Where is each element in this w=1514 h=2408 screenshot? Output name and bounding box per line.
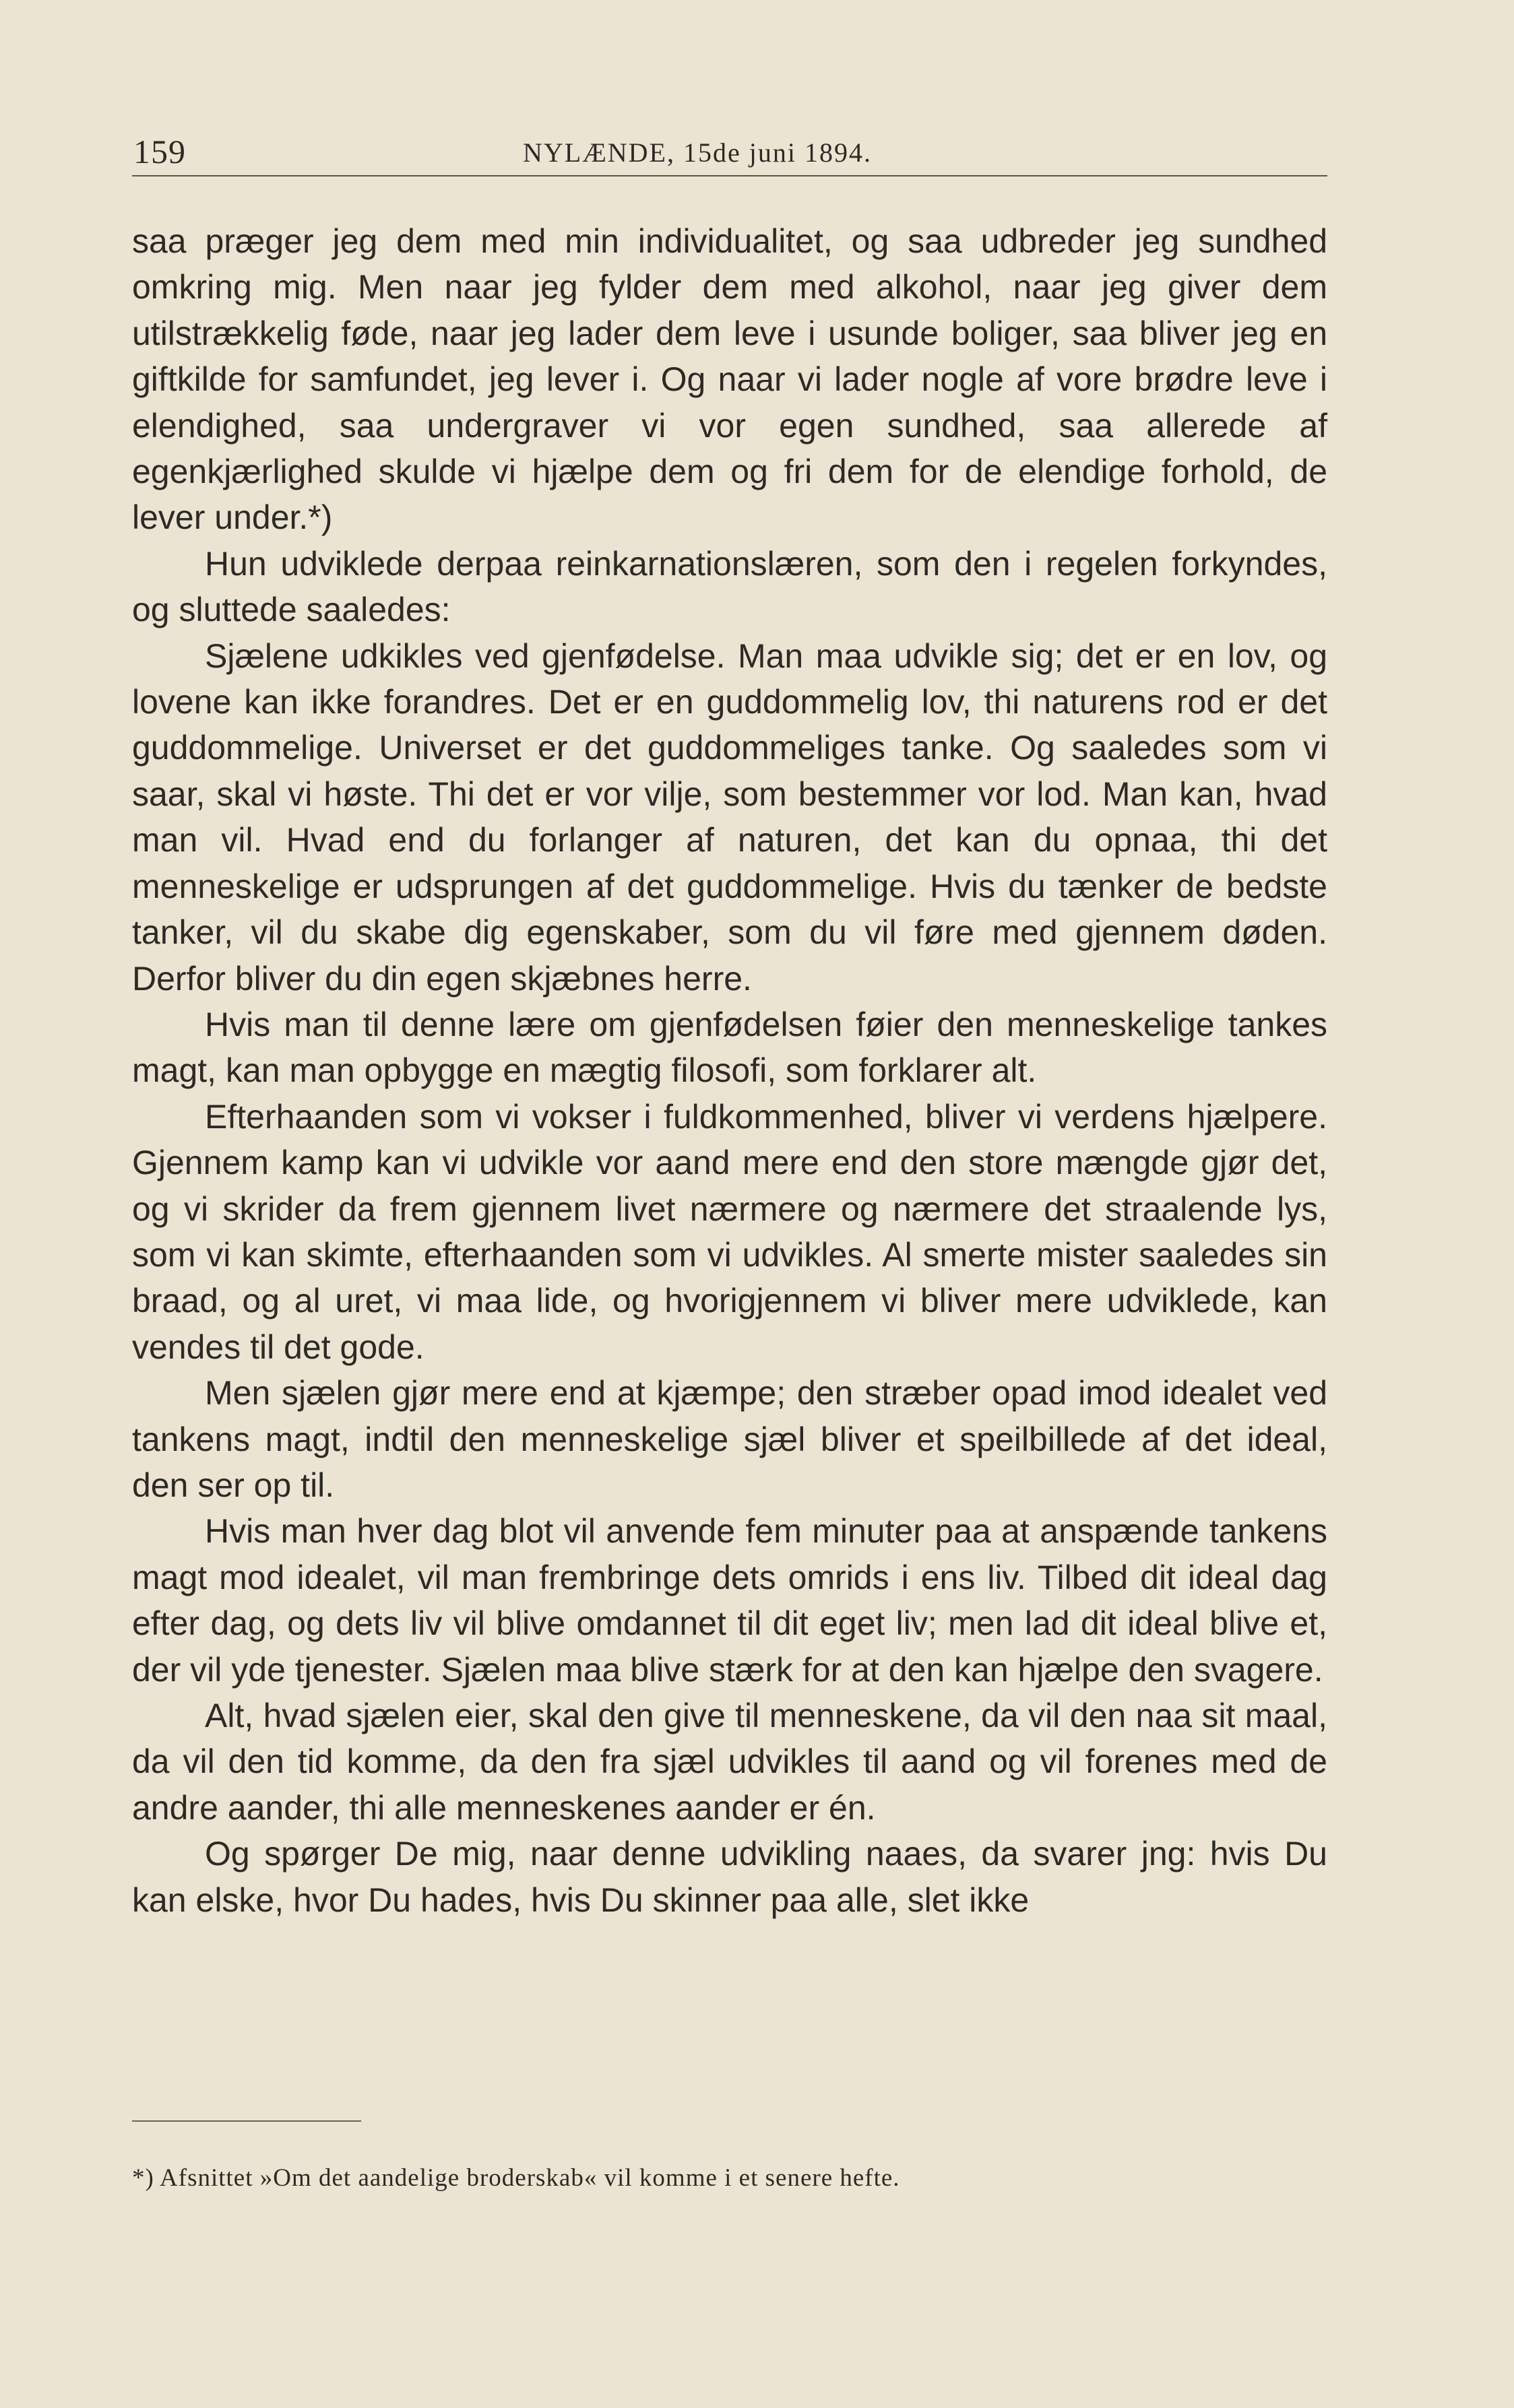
paragraph: Efterhaanden som vi vokser i fuldkommenhed, bliver vi verdens hjælpere. Gjennem kamp kan vi udvikle vor aand mere end den store mængde gjør det, og vi skrider da frem gjennem livet nærmere og nærmere det straalende lys, som vi kan skimte, efterhaanden som vi udvikles. Al smerte mister saaledes sin braad, og al uret, vi maa lide, og hvorigjennem vi bliver mere udviklede, kan vendes til det gode. <box>132 1097 1327 1366</box>
page-number: 159 <box>133 133 186 170</box>
footnote-divider <box>132 2120 361 2122</box>
paragraph: Hvis man til denne lære om gjenfødelsen føier den menneskelige tankes magt, kan man opbygge en mægtig filosofi, som forklarer alt. <box>132 1005 1327 1090</box>
paragraph: Alt, hvad sjælen eier, skal den give til menneskene, da vil den naa sit maal, da vil den tid komme, da den fra sjæl udvikles til aand og vil forenes med de andre aander, thi alle menneskenes aander er én. <box>132 1697 1327 1827</box>
page <box>132 128 1327 1923</box>
journal-title: NYLÆNDE, 15de juni 1894. <box>523 137 872 168</box>
paragraph: saa præger jeg dem med min individualitet, og saa udbreder jeg sundhed omkring mig. Men naar jeg fylder dem med alkohol, naar jeg giver dem utilstrækkelig føde, naar jeg lader dem leve i usunde boliger, saa bliver jeg en giftkilde for samfundet, jeg lever i. Og naar vi lader nogle af vore brødre leve i elendighed, saa undergraver vi vor egen sundhed, saa allerede af egenkjærlighed skulde vi hjælpe dem og fri dem for de elendige forhold, de lever under.*) <box>132 222 1327 537</box>
footnote: *) Afsnittet »Om det aandelige broderskab« vil komme i et senere hefte. <box>132 2164 900 2192</box>
running-head <box>132 128 1327 176</box>
paragraph: Sjælene udkikles ved gjenfødelse. Man maa udvikle sig; det er en lov, og lovene kan ikke forandres. Det er en guddommelig lov, thi naturens rod er det guddommelige. Universet er det guddommeliges tanke. Og saaledes som vi saar, skal vi høste. Thi det er vor vilje, som bestemmer vor lod. Man kan, hvad man vil. Hvad end du forlanger af naturen, det kan du opnaa, thi det menneskelige er udsprungen af det guddommelige. Hvis du tænker de bedste tanker, vil du skabe dig egenskaber, som du vil føre med gjennem døden. Derfor bliver du din egen skjæbnes herre. <box>132 637 1327 998</box>
body-text <box>132 218 1327 1923</box>
paragraph: Men sjælen gjør mere end at kjæmpe; den stræber opad imod idealet ved tankens magt, indtil den menneskelige sjæl bliver et speilbillede af det ideal, den ser op til. <box>132 1374 1327 1504</box>
paragraph: Hvis man hver dag blot vil anvende fem minuter paa at anspænde tankens magt mod idealet, vil man frembringe dets omrids i ens liv. Tilbed dit ideal dag efter dag, og dets liv vil blive omdannet til dit eget liv; men lad dit ideal blive et, der vil yde tjenester. Sjælen maa blive stærk for at den kan hjælpe den svagere. <box>132 1512 1327 1689</box>
paragraph: Hun udviklede derpaa reinkarnationslæren, som den i regelen forkyndes, og sluttede saaledes: <box>132 544 1327 629</box>
paragraph: Og spørger De mig, naar denne udvikling naaes, da svarer jng: hvis Du kan elske, hvor Du hades, hvis Du skinner paa alle, slet ikke <box>132 1835 1327 1919</box>
